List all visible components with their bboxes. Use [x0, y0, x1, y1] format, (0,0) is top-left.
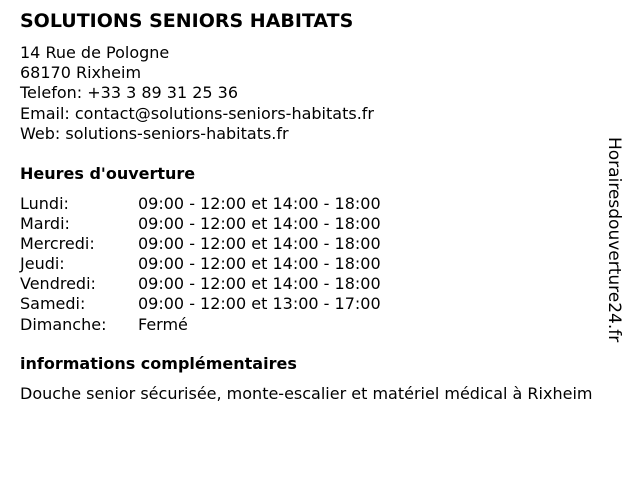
- time-range: 09:00 - 12:00 et 14:00 - 18:00: [138, 234, 381, 254]
- site-watermark: [596, 135, 632, 345]
- time-range: Fermé: [138, 314, 188, 334]
- hours-row-monday: [20, 194, 440, 214]
- website: Web: solutions-seniors-habitats.fr: [20, 123, 289, 143]
- hours-row-friday: [20, 274, 440, 294]
- business-name: SOLUTIONS SENIORS HABITATS: [20, 10, 354, 32]
- day-label: Vendredi:: [20, 274, 96, 294]
- email-address: Email: contact@solutions-seniors-habitats.fr: [20, 103, 374, 123]
- hours-heading: Heures d'ouverture: [20, 164, 196, 183]
- street-address: 14 Rue de Pologne: [20, 43, 170, 62]
- time-range: 09:00 - 12:00 et 14:00 - 18:00: [138, 274, 381, 294]
- hours-row-saturday: [20, 294, 440, 314]
- day-label: Mercredi:: [20, 234, 95, 254]
- contact-block: [20, 43, 374, 144]
- hours-row-wednesday: [20, 234, 440, 254]
- time-range: 09:00 - 12:00 et 14:00 - 18:00: [138, 254, 381, 274]
- time-range: 09:00 - 12:00 et 14:00 - 18:00: [138, 214, 381, 234]
- hours-row-thursday: [20, 254, 440, 274]
- day-label: Jeudi:: [20, 254, 65, 274]
- time-range: 09:00 - 12:00 et 14:00 - 18:00: [138, 194, 381, 213]
- opening-hours-table: [20, 194, 440, 335]
- hours-row-sunday: [20, 315, 440, 335]
- hours-row-tuesday: [20, 214, 440, 234]
- info-description: Douche senior sécurisée, monte-escalier et matériel médical à Rixheim: [20, 384, 593, 403]
- city-postal: 68170 Rixheim: [20, 63, 142, 83]
- day-label: Mardi:: [20, 214, 70, 234]
- time-range: 09:00 - 12:00 et 13:00 - 17:00: [138, 294, 381, 314]
- phone-number: Telefon: +33 3 89 31 25 36: [20, 83, 239, 103]
- day-label: Lundi:: [20, 194, 69, 213]
- info-heading: informations complémentaires: [20, 354, 297, 373]
- day-label: Samedi:: [20, 294, 86, 314]
- day-label: Dimanche:: [20, 314, 107, 334]
- watermark-text: Horairesdouverture24.fr: [604, 137, 624, 343]
